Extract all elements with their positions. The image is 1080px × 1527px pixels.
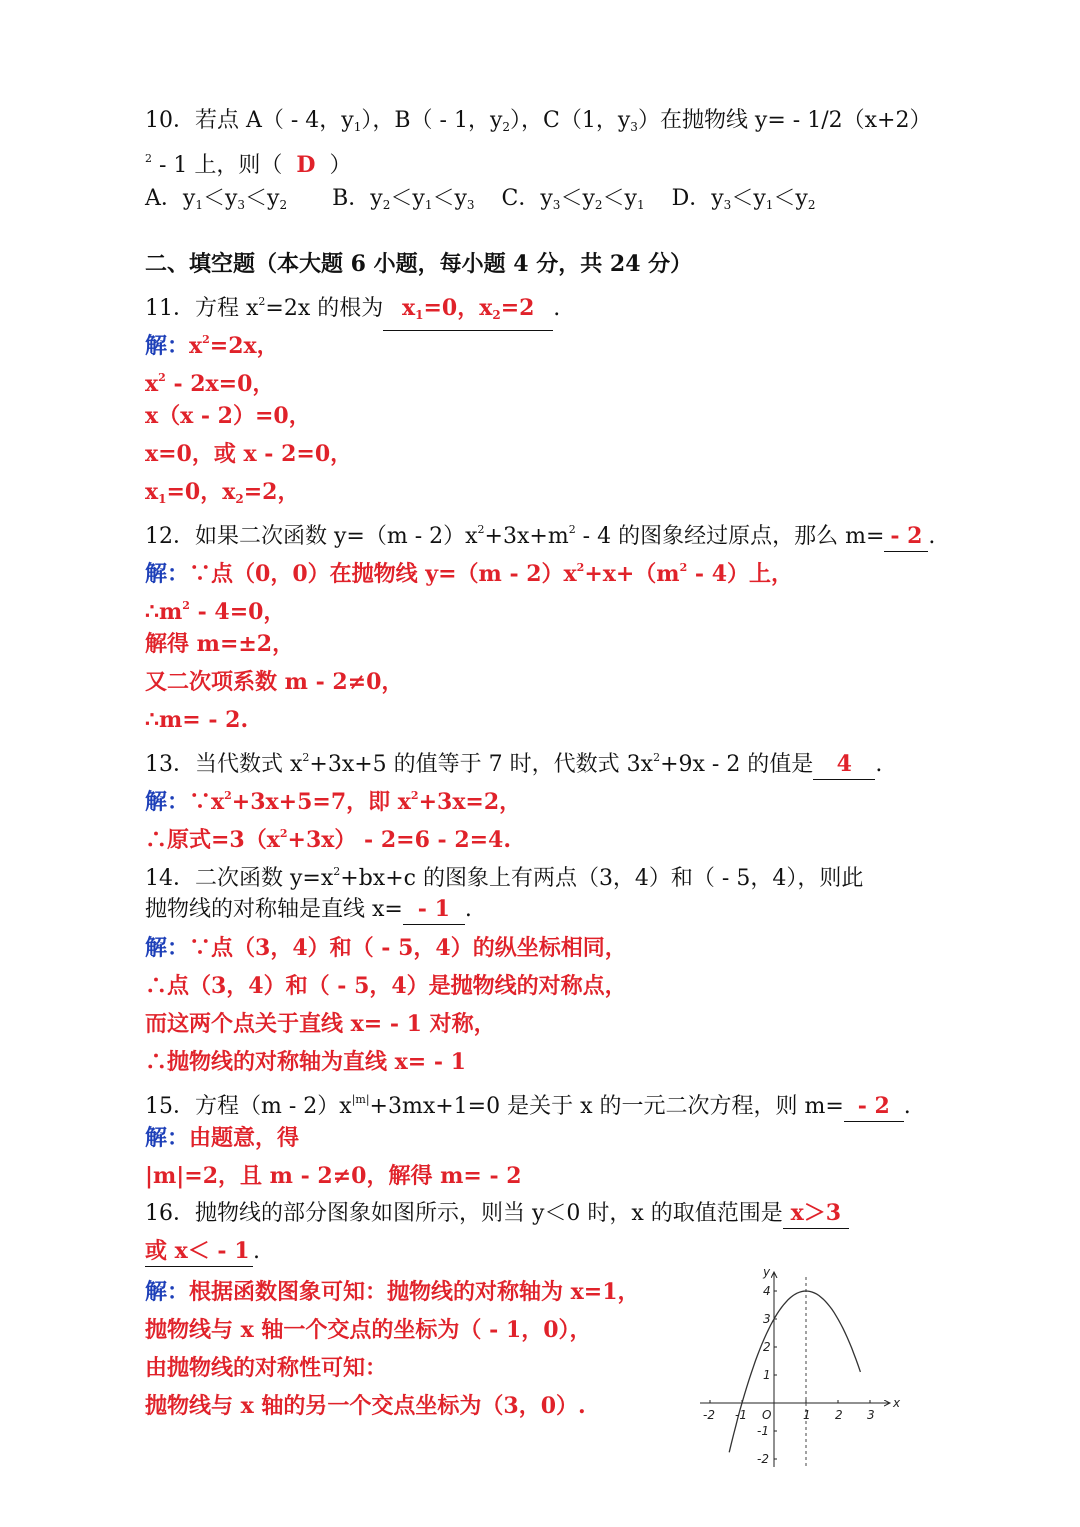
- sub: 2: [502, 120, 511, 134]
- x-axis-label: x: [893, 1396, 901, 1410]
- q11-solution-5: $x_1=0$，$x_2=2$，: [145, 479, 300, 506]
- y-tick-label: -2: [757, 1452, 769, 1466]
- x-tick-label: -2: [703, 1408, 715, 1422]
- q10-answer: D: [296, 152, 316, 178]
- q10-line2: [145, 140, 352, 178]
- x-tick-label: 2: [835, 1408, 843, 1422]
- y-tick-label: 3: [763, 1312, 771, 1326]
- q12-solution-3: 解得 m=±2，: [145, 631, 295, 657]
- q16-answer-blank-1: x＞3: [783, 1198, 849, 1229]
- q12-question: 12．如果二次函数 $y=(m - 2)x^2+3x+m^2 - 4$ 的图象经过原点，那么 m=- 2 .: [145, 511, 935, 549]
- q16-solution-4: 抛物线与 x 轴的另一个交点坐标为（3，0）.: [145, 1393, 586, 1419]
- q11-answer-blank: $x_1=0$，$x_2=2$: [383, 293, 553, 331]
- q12-solution-2: $\therefore m^2 - 4=0$，: [145, 599, 286, 625]
- y-tick-label: 4: [763, 1284, 771, 1298]
- sub: 3: [630, 120, 638, 134]
- q15-answer-blank: - 2: [844, 1091, 904, 1122]
- q10-text: ），B（ - 1，y: [361, 108, 503, 133]
- q10-options: [145, 180, 835, 218]
- q14-solution-1: 解：∵点（3，4）和（ - 5，4）的纵坐标相同，: [145, 935, 627, 961]
- q10-text: 10．若点 A（ - 4，y: [145, 108, 354, 133]
- q11-solution-2: $x^2 - 2x=0$，: [145, 371, 275, 397]
- q14-question-2: 抛物线的对称轴是直线 x=- 1 .: [145, 891, 472, 929]
- q10-line1: [145, 102, 931, 140]
- y-tick-label: -1: [757, 1424, 769, 1438]
- q16-solution-2: 抛物线与 x 轴一个交点的坐标为（ - 1，0），: [145, 1317, 592, 1343]
- x-tick-label: -1: [735, 1408, 747, 1422]
- parabola-graph: [695, 1262, 905, 1472]
- q12-solution-1: 解：∵点（0，0）在抛物线 $y=(m - 2)x^2+x+(m^2 - 4)$上，: [145, 561, 794, 587]
- q13-answer-blank: 4: [813, 749, 875, 780]
- q10-text: ）在抛物线 y= - 1/2（x+2）: [637, 108, 932, 133]
- y-tick-label: 1: [763, 1368, 771, 1382]
- q11-solution-4: x=0，或 x - 2=0，: [145, 441, 353, 467]
- q12-solution-5: ∴m= - 2.: [145, 707, 249, 733]
- q14-answer-blank: - 1: [403, 894, 465, 925]
- q15-question: 15．方程$(m - 2)x^{|m|}+3mx+1=0$ 是关于 x 的一元二次方程，则 m=- 2 .: [145, 1081, 911, 1119]
- q15-solution-1: 解：由题意，得: [145, 1125, 300, 1151]
- q10-option-b: B．$y_2<y_1<y_3$: [332, 186, 475, 212]
- q13-question: 13．当代数式 $x^2+3x+5$ 的值等于 7 时，代数式 $3x^2+9x - 2$ 的值是 4 .: [145, 739, 882, 777]
- x-tick-label: 3: [867, 1408, 875, 1422]
- q11-question: 11．方程 $x^2=2x$ 的根为 $x_1=0$，$x_2=2$ .: [145, 283, 560, 321]
- q14-solution-2: ∴点（3，4）和（ - 5，4）是抛物线的对称点，: [145, 973, 627, 999]
- q16-solution-3: 由抛物线的对称性可知：: [145, 1355, 388, 1381]
- q10-option-a: A．$y_1<y_3<y_2$: [145, 186, 288, 212]
- q13-solution-2: ∴原式$=3(x^2+3x) - 2=6 - 2=4$.: [145, 827, 512, 853]
- x-tick-label: 1: [803, 1408, 811, 1422]
- q11-solution-3: x（x - 2）=0，: [145, 403, 311, 429]
- q11-solution-1: 解：$x^2=2x$，: [145, 333, 279, 359]
- q15-solution-2: |m|=2，且 m - 2≠0，解得 m= - 2: [145, 1163, 522, 1189]
- q14-question-1: 14．二次函数 $y=x^2+bx+c$ 的图象上有两点（3，4）和（ - 5，4），则此: [145, 865, 864, 891]
- q14-solution-3: 而这两个点关于直线 x= - 1 对称，: [145, 1011, 496, 1037]
- q10-option-d: D．$y_3<y_1<y_2$: [671, 186, 816, 212]
- q10-text: ），C（1，y: [510, 108, 631, 133]
- q16-answer-blank-2: 或 x＜ - 1: [145, 1236, 253, 1267]
- y-tick-label: 2: [763, 1340, 771, 1354]
- q16-question-1: 16．抛物线的部分图象如图所示，则当 y＜0 时，x 的取值范围是 x＞3: [145, 1195, 849, 1233]
- q13-solution-1: 解：$\because x^2+3x+5=7$，即 $x^2+3x=2$，: [145, 789, 522, 815]
- q12-solution-4: 又二次项系数 m - 2≠0，: [145, 669, 404, 695]
- y-axis-label: y: [763, 1265, 771, 1279]
- q12-answer-blank: - 2: [884, 521, 928, 552]
- q10-text: ）: [329, 153, 352, 178]
- q16-solution-1: 解：根据函数图象可知：抛物线的对称轴为 x=1，: [145, 1279, 640, 1305]
- origin-label: O: [762, 1408, 772, 1422]
- parabola-curve: [729, 1291, 860, 1452]
- q10-text: - 1 上，则（: [152, 153, 283, 178]
- q10-option-c: C．$y_3<y_2<y_1$: [501, 186, 645, 212]
- section2-title: 二、填空题（本大题 6 小题，每小题 4 分，共 24 分）: [145, 251, 693, 277]
- sub: 1: [353, 120, 362, 134]
- q14-solution-4: ∴抛物线的对称轴为直线 x= - 1: [145, 1049, 466, 1075]
- q16-question-2: 或 x＜ - 1 .: [145, 1233, 260, 1271]
- sup: 2: [145, 152, 152, 165]
